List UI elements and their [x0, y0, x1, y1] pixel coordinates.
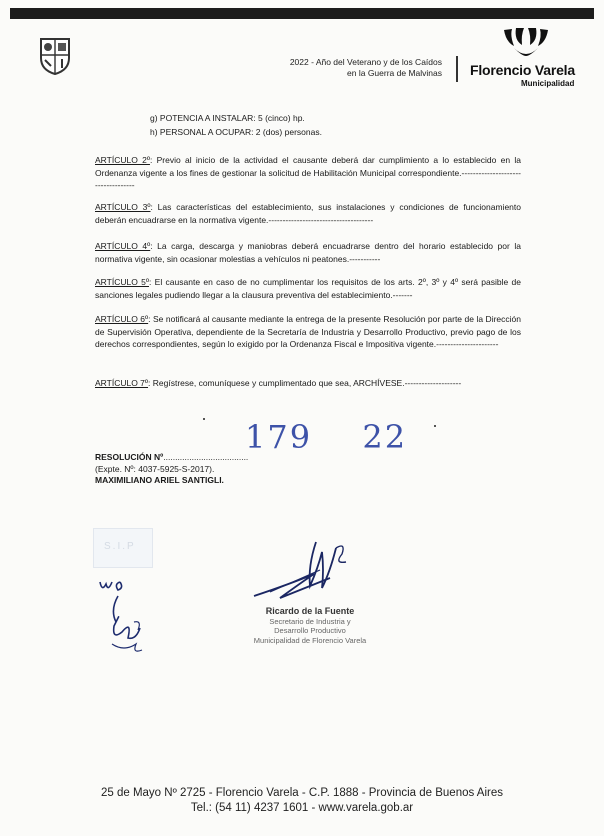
- article-heading: ARTÍCULO 4º: [95, 241, 151, 251]
- signature-icon: [250, 538, 360, 613]
- scan-speck: [203, 418, 205, 420]
- resolution-person: MAXIMILIANO ARIEL SANTIGLI.: [95, 475, 224, 485]
- article-heading: ARTÍCULO 3º: [95, 202, 151, 212]
- article-heading: ARTÍCULO 6º: [95, 314, 149, 324]
- article-text: : Previo al inicio de la actividad el causante deberá dar cumplimiento a lo establecido en la Ordenanza vigente a los fines de gestionar la solicitud de Habilitación Municipal correspondiente.-----------------------------------: [95, 155, 521, 190]
- list-item: h) PERSONAL A OCUPAR: 2 (dos) personas.: [150, 127, 322, 137]
- signatory-title: Secretario de Industria y: [269, 616, 351, 626]
- article-heading: ARTÍCULO 7º: [95, 378, 149, 388]
- article-text: : El causante en caso de no cumplimentar los requisitos de los arts. 2º, 3º y 4º será pasible de sanciones legales pudiendo llegar a la clausura preventiva del establecimiento.-------: [95, 277, 521, 300]
- florencio-varela-logo-icon: [500, 26, 552, 67]
- article-heading: ARTÍCULO 5º: [95, 277, 149, 287]
- scan-speck: [434, 425, 436, 427]
- handwritten-initials-icon: [92, 570, 162, 665]
- article-text: : Regístrese, comuníquese y cumplimentado que sea, ARCHÍVESE.--------------------: [148, 378, 462, 388]
- article-text: : La carga, descarga y maniobras deberá encuadrarse dentro del horario establecido por la normativa vigente, sin ocasionar molestias a vehículos ni peatones.-----------: [95, 241, 521, 264]
- article-heading: ARTÍCULO 2º: [95, 155, 150, 165]
- article-7: [95, 377, 521, 390]
- motto-line-1: 2022 - Año del Veterano y de los Caídos: [289, 57, 442, 67]
- resolution-number-stamp: [245, 418, 407, 456]
- expediente: (Expte. Nº: 4037-5925-S-2017).: [95, 463, 215, 474]
- faded-stamp: [93, 528, 153, 568]
- resolution-block: [95, 452, 248, 487]
- list-item: g) POTENCIA A INSTALAR: 5 (cinco) hp.: [150, 113, 305, 123]
- stamp-year: 22: [362, 418, 408, 456]
- article-6: [95, 313, 521, 351]
- logo-name: Florencio Varela: [470, 62, 575, 78]
- article-text: : Se notificará al causante mediante la entrega de la presente Resolución por parte de la Dirección de Supervisión Operativa, dependiente de la Secretaría de Industria y Desarrollo Productivo, previo pago de los derechos correspondientes, según lo exigido por la Ordenanza Fiscal e Impositiva vigente.----------------------: [95, 314, 521, 349]
- resolution-dots: ....................................: [163, 452, 249, 462]
- article-4: [95, 240, 521, 265]
- resolution-items: [150, 111, 322, 139]
- header-divider: [456, 56, 458, 82]
- signatory-title: Municipalidad de Florencio Varela: [253, 635, 367, 645]
- signatory-name: Ricardo de la Fuente: [265, 606, 355, 616]
- signatory-title: Desarrollo Productivo: [274, 626, 346, 635]
- footer-contact: Tel.: (54 11) 4237 1601 - www.varela.gob.ar: [190, 802, 414, 814]
- footer-address: 25 de Mayo Nº 2725 - Florencio Varela - C.P. 1888 - Provincia de Buenos Aires: [100, 787, 504, 799]
- article-2: [95, 154, 521, 192]
- header-motto: [232, 57, 442, 79]
- signatory-block: [240, 607, 380, 645]
- article-text: : Las características del establecimiento, sus instalaciones y condiciones de funcionamiento deberán encuadrarse en la normativa vigente.-------------------------------------: [95, 202, 521, 225]
- article-5: [95, 276, 521, 301]
- resolution-label: RESOLUCIÓN Nº: [95, 452, 164, 462]
- logo-subtitle: Municipalidad: [521, 79, 575, 88]
- motto-line-2: en la Guerra de Malvinas: [347, 68, 442, 78]
- scan-top-edge: [10, 8, 594, 19]
- stamp-number: 179: [245, 418, 313, 456]
- faded-stamp-text: S.I.P: [104, 541, 136, 552]
- municipal-crest-icon: [37, 36, 73, 81]
- article-3: [95, 201, 521, 226]
